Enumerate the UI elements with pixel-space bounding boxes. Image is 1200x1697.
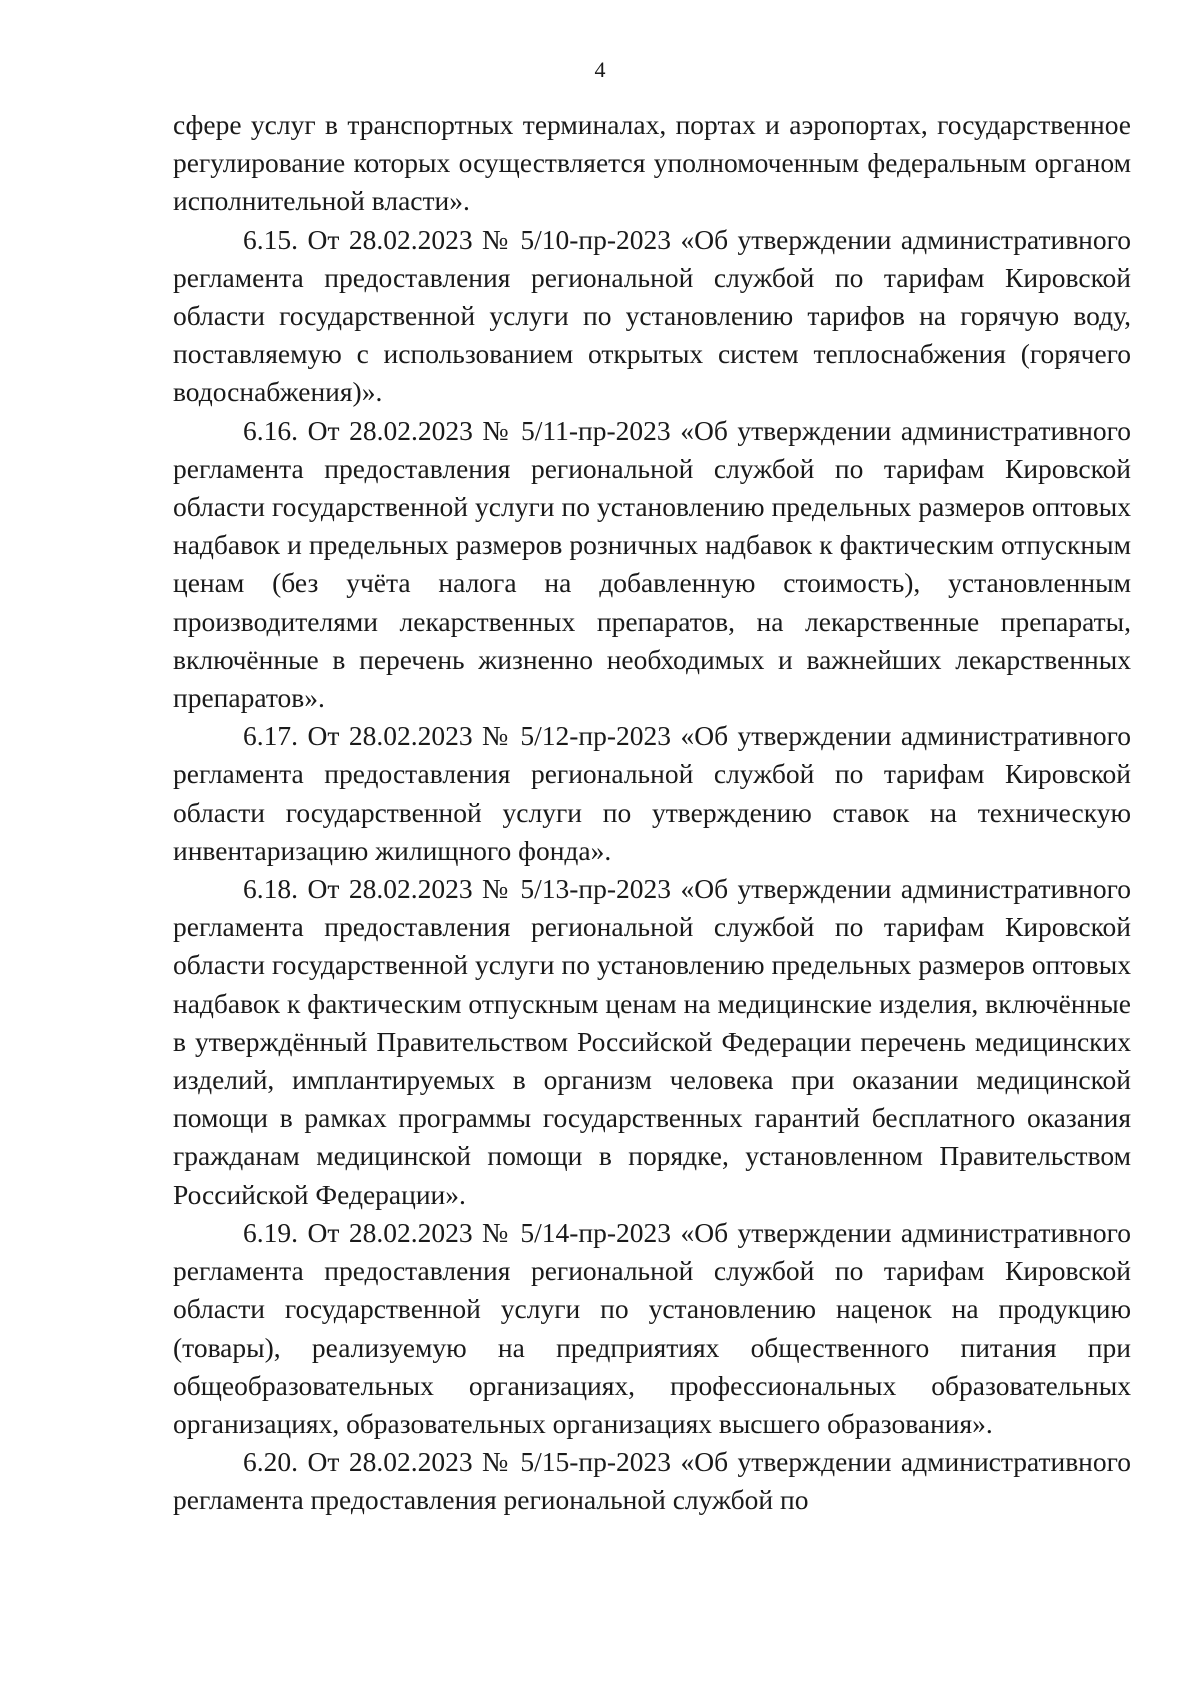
page-number: 4 [594,57,606,82]
paragraph-6-15: 6.15. От 28.02.2023 № 5/10-пр-2023 «Об утверждении административного регламента предоставления региональной службой по тарифам Кировской области государственной услуги по установлению тарифов на горячую воду, поставляемую с использованием открытых систем теплоснабжения (горячего водоснабжения)». [173,223,1131,408]
paragraph-6-17: 6.17. От 28.02.2023 № 5/12-пр-2023 «Об утверждении административного регламента предоставления региональной службой по тарифам Кировской области государственной услуги по утверждению ставок на техническую инвентаризацию жилищного фонда». [173,720,1131,866]
paragraph-6-19: 6.19. От 28.02.2023 № 5/14-пр-2023 «Об утверждении административного регламента предоставления региональной службой по тарифам Кировской области государственной услуги по установлению наценок на продукцию (товары), реализуемую на предприятиях общественного питания при общеобразовательных организациях, профессиональных образовательных организациях, образовательных организациях высшего образования». [173,1216,1131,1439]
paragraph-6-20: 6.20. От 28.02.2023 № 5/15-пр-2023 «Об утверждении административного регламента предоставления региональной службой по [173,1446,1131,1516]
paragraph-6-18: 6.18. От 28.02.2023 № 5/13-пр-2023 «Об утверждении административного регламента предоставления региональной службой по тарифам Кировской области государственной услуги по установлению предельных размеров оптовых надбавок к фактическим отпускным ценам на медицинские изделия, включённые в утверждённый Правительством Российской Федерации перечень медицинских изделий, имплантируемых в организм человека при оказании медицинской помощи в рамках программы государственных гарантий бесплатного оказания гражданам медицинской помощи в порядке, установленном Правительством Российской Федерации». [173,873,1131,1210]
paragraph-6-16: 6.16. От 28.02.2023 № 5/11-пр-2023 «Об утверждении административного регламента предоставления региональной службой по тарифам Кировской области государственной услуги по установлению предельных размеров оптовых надбавок и предельных размеров розничных надбавок к фактическим отпускным ценам (без учёта налога на добавленную стоимость), установленным производителями лекарственных препаратов, на лекарственные препараты, включённые в перечень жизненно необходимых и важнейших лекарственных препаратов». [173,414,1131,714]
paragraph-continuation: сфере услуг в транспортных терминалах, портах и аэропортах, государственное регулирование которых осуществляется уполномоченным федеральным органом исполнительной власти». [173,109,1131,217]
document-body [173,106,1131,1520]
